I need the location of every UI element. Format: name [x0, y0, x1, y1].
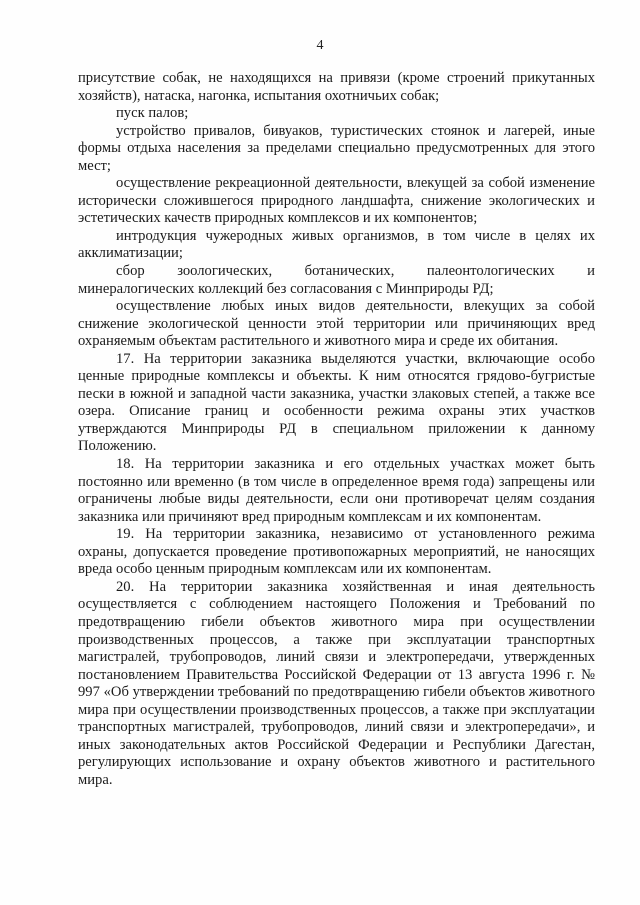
paragraph-18: 18. На территории заказника и его отдельных участках может быть постоянно или временно (в том числе в определенное время года) запрещены или ограничены любые виды деятельности, если они противоречат целям создания заказника или причиняют вред природным комплексам и их компонентам.	[78, 456, 595, 525]
paragraph-recreation: осуществление рекреационной деятельности, влекущей за собой изменение исторически сложившегося природного ландшафта, снижение экологических и эстетических качеств природных комплексов и их компонентов;	[78, 175, 595, 227]
paragraph-19: 19. На территории заказника, независимо от установленного режима охраны, допускается проведение противопожарных мероприятий, не наносящих вреда особо ценным природным комплексам или их компонентам.	[78, 526, 595, 578]
paragraph-collections: сбор зоологических, ботанических, палеонтологических и минералогических коллекций без согласования с Минприроды РД;	[78, 263, 595, 297]
paragraph-fires: пуск палов;	[116, 105, 189, 122]
paragraph-introduction: интродукция чужеродных живых организмов, в том числе в целях их акклиматизации;	[78, 227, 595, 262]
paragraph-20: 20. На территории заказника хозяйственная и иная деятельность осуществляется с соблюдением настоящего Положения и Требований по предотвращению гибели объектов животного мира при осуществлении производственных процессов, а также при эксплуатации транспортных магистралей, трубопроводов, линий связи и электропередачи, утвержденных постановлением Правительства Российской Федерации от 13 августа 1996 г. № 997 «Об утверждении требований по предотвращению гибели объектов животного мира при осуществлении производственных процессов, а также при эксплуатации транспортных магистралей, трубопроводов, линий связи и электропередачи», и иных законодательных актов Российской Федерации и Республики Дагестан, регулирующих использование и охрану объектов животного и растительного мира.	[78, 578, 595, 788]
paragraph-camps: устройство привалов, бивуаков, туристических стоянок и лагерей, иные формы отдыха населения за пределами специально предусмотренных для этого мест;	[78, 122, 595, 174]
page-number: 4	[316, 38, 324, 53]
document-body	[78, 70, 595, 789]
paragraph-dogs: присутствие собак, не находящихся на привязи (кроме строений прикутанных хозяйств), натаска, нагонка, испытания охотничьих собак;	[78, 70, 595, 104]
paragraph-17: 17. На территории заказника выделяются участки, включающие особо ценные природные комплексы и объекты. К ним относятся грядово-бугристые пески в южной и западной части заказника, участки злаковых степей, а также все озера. Описание границ и особенности режима охраны этих участков утверждаются Минприроды РД в специальном приложении к данному Положению.	[78, 350, 595, 455]
paragraph-other-activities: осуществление любых иных видов деятельности, влекущих за собой снижение экологической ценности этой территории или причиняющих вред охраняемым объектам растительного и животного мира и среде их обитания.	[78, 298, 595, 350]
